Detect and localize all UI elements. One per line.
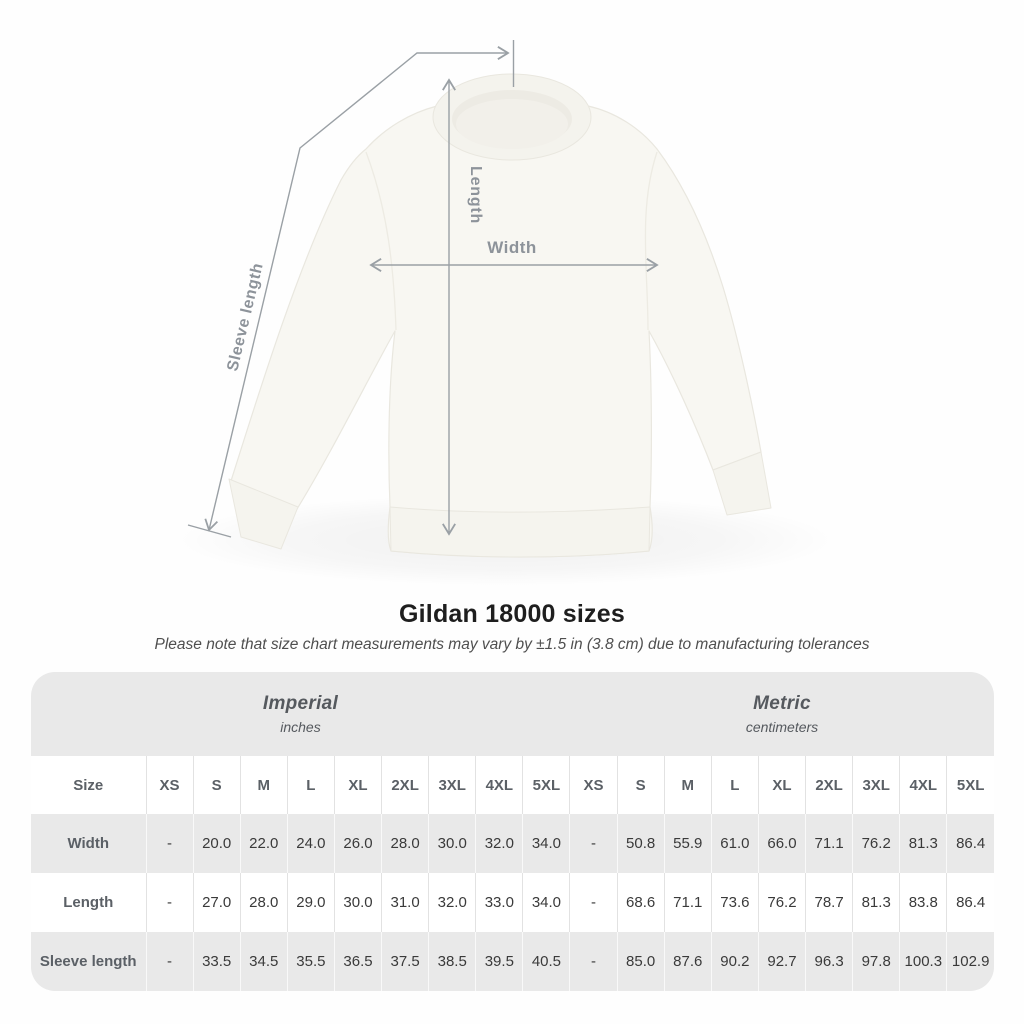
size-value-cell: 36.5: [334, 932, 381, 991]
size-header: 2XL: [382, 756, 429, 814]
size-header: 5XL: [947, 756, 994, 814]
size-value-cell: 34.5: [240, 932, 287, 991]
size-value-cell: 35.5: [287, 932, 334, 991]
size-value-cell: 50.8: [617, 814, 664, 873]
sleeve-length-row: [31, 932, 994, 991]
imperial-label: Imperial: [262, 693, 339, 714]
size-value-cell: 32.0: [429, 873, 476, 932]
size-value-cell: 30.0: [334, 873, 381, 932]
size-value-cell: -: [570, 873, 617, 932]
size-header: XL: [334, 756, 381, 814]
size-value-cell: 81.3: [900, 814, 947, 873]
size-header: XS: [570, 756, 617, 814]
unit-group-header-row: [31, 672, 994, 756]
hem-band: [390, 507, 650, 557]
size-value-cell: 66.0: [758, 814, 805, 873]
size-header: M: [664, 756, 711, 814]
size-value-cell: 20.0: [193, 814, 240, 873]
size-header: 4XL: [476, 756, 523, 814]
size-value-cell: -: [570, 814, 617, 873]
size-value-cell: 97.8: [853, 932, 900, 991]
size-header: 3XL: [853, 756, 900, 814]
size-value-cell: 85.0: [617, 932, 664, 991]
size-value-cell: 32.0: [476, 814, 523, 873]
size-header: L: [711, 756, 758, 814]
size-header: S: [617, 756, 664, 814]
size-header: 4XL: [900, 756, 947, 814]
size-header: 2XL: [806, 756, 853, 814]
sweatshirt-graphic: [229, 74, 771, 557]
size-table-container: [31, 672, 994, 991]
size-value-cell: 29.0: [287, 873, 334, 932]
length-label: Length: [467, 166, 484, 225]
size-value-cell: 34.0: [523, 873, 570, 932]
size-value-cell: 83.8: [900, 873, 947, 932]
size-header: 3XL: [429, 756, 476, 814]
size-value-cell: 81.3: [853, 873, 900, 932]
sweatshirt-silhouette: [231, 106, 761, 557]
size-value-cell: -: [146, 873, 193, 932]
imperial-group-header: [31, 672, 570, 756]
size-value-cell: 76.2: [758, 873, 805, 932]
size-value-cell: 71.1: [664, 873, 711, 932]
size-header: M: [240, 756, 287, 814]
size-value-cell: 78.7: [806, 873, 853, 932]
size-value-cell: 26.0: [334, 814, 381, 873]
metric-unit: centimeters: [745, 719, 819, 735]
size-value-cell: 34.0: [523, 814, 570, 873]
row-label-sleeve-length: Sleeve length: [31, 932, 146, 991]
size-header: S: [193, 756, 240, 814]
size-value-cell: 31.0: [382, 873, 429, 932]
size-value-cell: 71.1: [806, 814, 853, 873]
metric-label: Metric: [753, 693, 811, 714]
page-title: Gildan 18000 sizes: [399, 600, 625, 628]
size-value-cell: 28.0: [382, 814, 429, 873]
size-value-cell: 24.0: [287, 814, 334, 873]
size-value-cell: 92.7: [758, 932, 805, 991]
size-value-cell: 33.0: [476, 873, 523, 932]
size-header: 5XL: [523, 756, 570, 814]
size-value-cell: 30.0: [429, 814, 476, 873]
size-value-cell: 96.3: [806, 932, 853, 991]
size-header-row: [31, 756, 994, 814]
size-value-cell: 87.6: [664, 932, 711, 991]
row-label-width: Width: [31, 814, 146, 873]
width-label: Width: [487, 238, 537, 257]
metric-group-header: [570, 672, 994, 756]
size-value-cell: 28.0: [240, 873, 287, 932]
size-header: XL: [758, 756, 805, 814]
size-value-cell: 27.0: [193, 873, 240, 932]
imperial-unit: inches: [280, 719, 321, 735]
size-value-cell: -: [146, 932, 193, 991]
size-value-cell: 73.6: [711, 873, 758, 932]
sleeve-length-label: Sleeve length: [224, 261, 267, 373]
size-value-cell: -: [570, 932, 617, 991]
length-row: [31, 873, 994, 932]
width-row: [31, 814, 994, 873]
size-value-cell: 38.5: [429, 932, 476, 991]
size-value-cell: 22.0: [240, 814, 287, 873]
tolerance-note: Please note that size chart measurements may vary by ±1.5 in (3.8 cm) due to manufacturing tolerances: [154, 636, 870, 653]
size-value-cell: -: [146, 814, 193, 873]
size-value-cell: 37.5: [382, 932, 429, 991]
size-value-cell: 33.5: [193, 932, 240, 991]
size-column-header: Size: [31, 756, 146, 814]
size-value-cell: 100.3: [900, 932, 947, 991]
size-value-cell: 55.9: [664, 814, 711, 873]
size-value-cell: 90.2: [711, 932, 758, 991]
size-value-cell: 40.5: [523, 932, 570, 991]
size-table: [31, 672, 994, 991]
size-value-cell: 39.5: [476, 932, 523, 991]
size-value-cell: 76.2: [853, 814, 900, 873]
size-value-cell: 86.4: [947, 873, 994, 932]
size-header: XS: [146, 756, 193, 814]
row-label-length: Length: [31, 873, 146, 932]
collar-inner: [456, 99, 568, 149]
size-header: L: [287, 756, 334, 814]
size-value-cell: 68.6: [617, 873, 664, 932]
size-value-cell: 102.9: [947, 932, 994, 991]
size-value-cell: 86.4: [947, 814, 994, 873]
size-value-cell: 61.0: [711, 814, 758, 873]
